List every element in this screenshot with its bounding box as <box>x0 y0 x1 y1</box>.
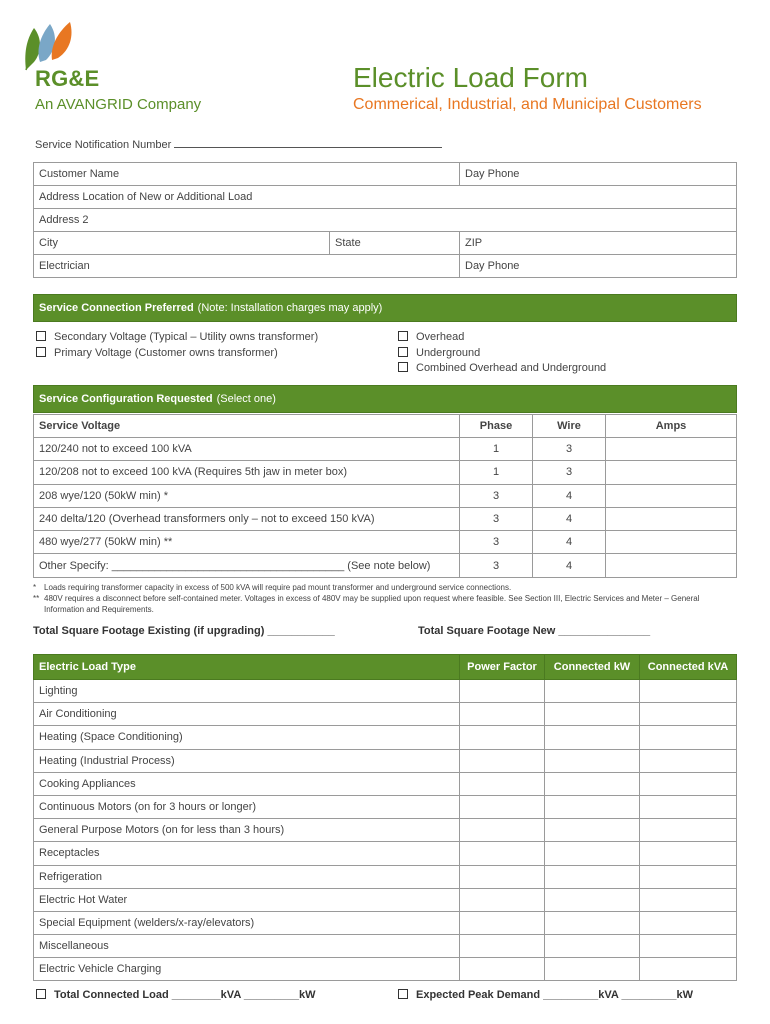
option-overhead[interactable]: Overhead <box>398 330 606 346</box>
footnote-1: * Loads requiring transformer capacity in excess of 500 kVA will require pad mount transformer and underground service connections. <box>33 583 512 592</box>
footnotes <box>33 582 733 615</box>
table-row: Continuous Motors (on for 3 hours or longer) <box>34 795 737 818</box>
table-row: Refrigeration <box>34 865 737 888</box>
col-amps: Amps <box>606 415 737 438</box>
service-configuration-header <box>33 385 737 413</box>
table-row: Special Equipment (welders/x-ray/elevators) <box>34 911 737 934</box>
service-connection-note: (Note: Installation charges may apply) <box>197 302 383 314</box>
service-connection-header <box>33 294 737 322</box>
table-row: Receptacles <box>34 842 737 865</box>
table-row[interactable]: 120/208 not to exceed 100 kVA (Requires 5th jaw in meter box) 1 3 <box>34 461 737 484</box>
option-combined[interactable]: Combined Overhead and Underground <box>398 361 606 377</box>
amps-field[interactable] <box>606 531 737 554</box>
address2-field[interactable]: Address 2 <box>34 209 737 232</box>
col-load-type: Electric Load Type <box>34 655 460 680</box>
table-row: General Purpose Motors (on for less than 3 hours) <box>34 819 737 842</box>
checkbox-icon[interactable] <box>36 331 46 341</box>
table-row: Heating (Space Conditioning) <box>34 726 737 749</box>
customer-info-table <box>33 162 737 278</box>
electrician-field[interactable]: Electrician <box>34 255 460 278</box>
amps-field[interactable] <box>606 461 737 484</box>
table-row: Heating (Industrial Process) <box>34 749 737 772</box>
customer-name-field[interactable]: Customer Name <box>34 163 460 186</box>
square-footage-new[interactable]: Total Square Footage New _______________ <box>418 625 651 637</box>
amps-field[interactable] <box>606 438 737 461</box>
electric-load-table <box>33 654 737 981</box>
service-configuration-note: (Select one) <box>216 393 276 405</box>
checkbox-icon[interactable] <box>36 989 46 999</box>
electrician-day-phone-field[interactable]: Day Phone <box>460 255 737 278</box>
footnote-2: ** 480V requires a disconnect before self-contained meter. Voltages in excess of 480V may be supplied upon request where feasible. See Section III, Electric Services and Meter – General Information and Requirements. <box>33 594 700 614</box>
table-row[interactable]: 208 wye/120 (50kW min) * 3 4 <box>34 484 737 507</box>
option-underground[interactable]: Underground <box>398 346 606 362</box>
checkbox-icon[interactable] <box>398 989 408 999</box>
option-secondary-voltage[interactable]: Secondary Voltage (Typical – Utility owns transformer) <box>36 330 318 346</box>
square-footage-existing[interactable]: Total Square Footage Existing (if upgrading) ___________ <box>33 625 335 637</box>
table-row: Electric Hot Water <box>34 888 737 911</box>
address-field[interactable]: Address Location of New or Additional Load <box>34 186 737 209</box>
amps-field[interactable] <box>606 484 737 507</box>
option-primary-voltage[interactable]: Primary Voltage (Customer owns transformer) <box>36 346 318 362</box>
checkbox-icon[interactable] <box>398 362 408 372</box>
col-connected-kw: Connected kW <box>545 655 640 680</box>
checkbox-icon[interactable] <box>398 347 408 357</box>
service-connection-heading: Service Connection Preferred <box>39 302 194 314</box>
service-notification-field[interactable] <box>174 138 442 148</box>
table-row: Lighting <box>34 680 737 703</box>
page-subtitle: Commerical, Industrial, and Municipal Customers <box>353 96 702 113</box>
col-wire: Wire <box>533 415 606 438</box>
page-title: Electric Load Form <box>353 62 588 93</box>
voltage-options <box>36 330 318 361</box>
service-notification-label: Service Notification Number <box>35 139 172 151</box>
service-notification-row <box>35 138 442 151</box>
col-service-voltage: Service Voltage <box>34 415 460 438</box>
table-row: Miscellaneous <box>34 935 737 958</box>
table-row: Cooking Appliances <box>34 772 737 795</box>
col-power-factor: Power Factor <box>460 655 545 680</box>
service-configuration-table <box>33 414 737 578</box>
total-connected-load[interactable]: Total Connected Load ________kVA _________kW <box>36 989 315 1001</box>
route-options <box>398 330 606 377</box>
table-row: Air Conditioning <box>34 703 737 726</box>
table-row: Electric Vehicle Charging <box>34 958 737 981</box>
state-field[interactable]: State <box>330 232 460 255</box>
service-configuration-heading: Service Configuration Requested <box>39 393 213 405</box>
rge-leaf-logo-icon <box>20 18 78 72</box>
table-row[interactable]: 480 wye/277 (50kW min) ** 3 4 <box>34 531 737 554</box>
checkbox-icon[interactable] <box>398 331 408 341</box>
table-row[interactable]: 240 delta/120 (Overhead transformers only – not to exceed 150 kVA) 3 4 <box>34 507 737 530</box>
brand-name: RG&E <box>35 66 100 91</box>
city-field[interactable]: City <box>34 232 330 255</box>
day-phone-field[interactable]: Day Phone <box>460 163 737 186</box>
col-phase: Phase <box>460 415 533 438</box>
table-row[interactable]: Other Specify: ______________________________________ (See note below) 3 4 <box>34 554 737 577</box>
brand-tagline: An AVANGRID Company <box>35 96 202 113</box>
checkbox-icon[interactable] <box>36 347 46 357</box>
amps-field[interactable] <box>606 507 737 530</box>
zip-field[interactable]: ZIP <box>460 232 737 255</box>
amps-field[interactable] <box>606 554 737 577</box>
table-row[interactable]: 120/240 not to exceed 100 kVA 1 3 <box>34 438 737 461</box>
col-connected-kva: Connected kVA <box>640 655 737 680</box>
expected-peak-demand[interactable]: Expected Peak Demand _________kVA _________kW <box>398 989 693 1001</box>
